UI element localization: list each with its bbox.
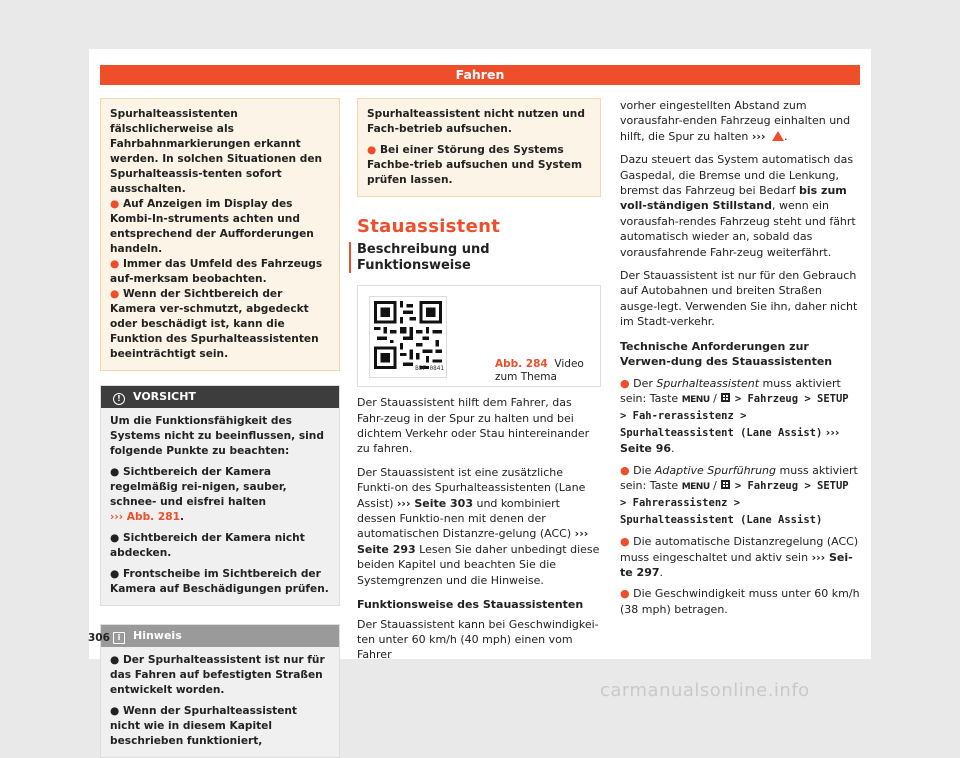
requirement-item: ● Die Geschwindigkeit muss unter 60 km/h (38 mph) betragen. bbox=[620, 587, 860, 616]
qr-code-icon bbox=[374, 301, 442, 369]
warning-item: ● Wenn der Sichtbereich der Kamera ver-schmutzt, abgedeckt oder beschädigt ist, kann die Funktion des Spurhalteassistenten beeinträchtigt sein. bbox=[110, 288, 319, 360]
bullet-icon: ● bbox=[620, 376, 634, 390]
caution-intro: Um die Funktionsfähigkeit des Systems nicht zu beeinflussen, sind folgende Punkte zu beachten: bbox=[110, 415, 324, 457]
bullet-icon: ● bbox=[620, 463, 634, 477]
subheading: Funktionsweise des Stauassistenten bbox=[357, 598, 584, 612]
figure-code: B5F-0841 bbox=[415, 364, 444, 372]
watermark: carmanualsonline.info bbox=[600, 680, 810, 701]
bullet-icon: ● bbox=[620, 587, 634, 601]
page-number: 306 bbox=[88, 632, 110, 644]
paragraph: Dazu steuert das System automatisch das Gaspedal, die Bremse und die Lenkung, bremst das Fahrzeug bei Bedarf bis zum voll-ständigen Stillstand, wenn ein vorausfah-rendes Fahrzeug steht und fährt automatisch wieder an, sobald das vorausfahrende Fahr-zeug weiterfährt. bbox=[620, 153, 856, 259]
menu-path: > Fahrzeug > SETUP > Fahrerassistenz > Spurhalteassistent (Lane Assist) bbox=[620, 479, 849, 526]
paragraph: Der Stauassistent ist eine zusätzliche Funkti-on des Spurhalteassistenten (Lane Assist) ››› Seite 303 und kombiniert dessen Funktio-nen mit denen der automatischen Distanzre-gelung (ACC) ››› Seite 293 Lesen Sie daher unbedingt diese beiden Kapitel und beachten Sie die Systemgrenzen und die Hinweise. bbox=[357, 465, 600, 587]
requirement-item: ● Der Spurhalteassistent muss aktiviert sein: Taste MENU / > Fahrzeug > SETUP > Fah-rerassistenz > Spurhalteassistent (Lane Assist) ››› Seite 96. bbox=[620, 376, 849, 456]
caution-item: ● Sichtbereich der Kamera nicht abdecken. bbox=[110, 532, 305, 559]
page-link[interactable]: ››› Seite 293 bbox=[357, 527, 589, 556]
figure-caption-text: Video zum Thema bbox=[495, 358, 584, 384]
page-link[interactable]: ››› Seite 96 bbox=[620, 425, 840, 456]
figure-caption bbox=[495, 358, 595, 384]
info-square-icon: i bbox=[113, 632, 125, 644]
page-link[interactable]: ››› Seite 303 bbox=[396, 496, 473, 510]
bullet-icon: ● bbox=[367, 144, 380, 156]
requirement-item: ● Die Adaptive Spurführung muss aktiviert sein: Taste MENU / > Fahrzeug > SETUP > Fahrerassistenz > Spurhalteassistent (Lane Assist) bbox=[620, 463, 858, 526]
paragraph: Der Stauassistent kann bei Geschwindigkei-ten unter 60 km/h (40 mph) einen vom Fahrer bbox=[357, 617, 599, 662]
info-circle-icon: ! bbox=[113, 393, 125, 405]
subheading: Technische Anforderungen zur Verwen-dung des Stauassistenten bbox=[620, 339, 833, 369]
warning-item: ● Immer das Umfeld des Fahrzeugs auf-merksam beobachten. bbox=[110, 258, 323, 285]
warning-intro: Spurhalteassistenten fälschlicherweise als Fahrbahnmarkierungen erkannt werden. In solchen Situationen den Spurhalteassis-tenten sofort ausschalten. bbox=[110, 108, 323, 195]
figure-video bbox=[357, 285, 601, 387]
qr-code[interactable] bbox=[369, 296, 447, 378]
column-3 bbox=[620, 98, 860, 617]
caution-item: ● Sichtbereich der Kamera regelmäßig rei-nigen, sauber, schnee- und eisfrei halten ››› Abb. 281. bbox=[110, 466, 287, 523]
bullet-icon: ● bbox=[110, 288, 123, 300]
figure-number: Abb. 284 bbox=[495, 358, 548, 371]
warning-box bbox=[100, 98, 340, 371]
warning-triangle-icon bbox=[772, 131, 784, 141]
page-link[interactable]: ››› Sei-te 297 bbox=[620, 550, 853, 579]
section-subtitle: Beschreibung und Funktionsweise bbox=[349, 242, 601, 273]
paragraph: Der Stauassistent ist nur für den Gebrauch auf Autobahnen und breiten Straßen ausge-legt. Verwenden Sie ihn, daher nicht im Stadt-verkehr. bbox=[620, 269, 858, 329]
warning-box-continued bbox=[357, 98, 601, 197]
hint-body bbox=[101, 647, 339, 757]
caution-item: ● Frontscheibe im Sichtbereich der Kamera auf Beschädigungen prüfen. bbox=[110, 568, 329, 595]
grid-icon bbox=[721, 393, 730, 402]
hint-item: ● Der Spurhalteassistent ist nur für das Fahren auf befestigten Straßen entwickelt worden. bbox=[110, 654, 325, 696]
warning-item: ● Bei einer Störung des Systems Fachbe-trieb aufsuchen und System prüfen lassen. bbox=[367, 144, 582, 186]
bullet-icon: ● bbox=[110, 198, 123, 210]
requirement-item: ● Die automatische Distanzregelung (ACC) muss eingeschaltet und aktiv sein ››› Sei-te 297. bbox=[620, 535, 859, 579]
bullet-icon: ● bbox=[110, 258, 123, 270]
menu-key-label: MENU bbox=[681, 481, 710, 492]
grid-icon bbox=[721, 480, 730, 489]
bullet-icon: ● bbox=[620, 535, 634, 549]
page-header: Fahren bbox=[100, 65, 860, 85]
figure-link[interactable]: ››› Abb. 281 bbox=[110, 511, 180, 523]
column-1 bbox=[100, 98, 340, 758]
column-2 bbox=[357, 98, 601, 663]
section-title: Stauassistent bbox=[357, 216, 501, 237]
reference-arrows: ››› bbox=[751, 129, 766, 143]
hint-item: ● Wenn der Spurhalteassistent nicht wie in diesem Kapitel beschrieben funktioniert, bbox=[110, 705, 297, 747]
caution-header: ! VORSICHT bbox=[101, 386, 339, 408]
warning-item: ● Auf Anzeigen im Display des Kombi-In-struments achten und entsprechend der Aufforderungen handeln. bbox=[110, 198, 314, 255]
warning-cont-line: Spurhalteassistent nicht nutzen und Fach-betrieb aufsuchen. bbox=[367, 108, 585, 135]
hint-header: i Hinweis bbox=[101, 625, 339, 647]
menu-key-label: MENU bbox=[681, 394, 710, 405]
hint-box bbox=[100, 624, 340, 758]
paragraph: vorher eingestellten Abstand zum vorausfahr-enden Fahrzeug einhalten und hilft, die Spur zu halten ››› . bbox=[620, 99, 851, 143]
paragraph: Der Stauassistent hilft dem Fahrer, das Fahr-zeug in der Spur zu halten und bei dichtem Verkehr oder Stau hintereinander zu fahren. bbox=[357, 396, 590, 456]
menu-path: > Fahrzeug > SETUP > Fah-rerassistenz > Spurhalteassistent (Lane Assist) bbox=[620, 392, 849, 439]
caution-body bbox=[101, 408, 339, 605]
caution-box bbox=[100, 385, 340, 606]
